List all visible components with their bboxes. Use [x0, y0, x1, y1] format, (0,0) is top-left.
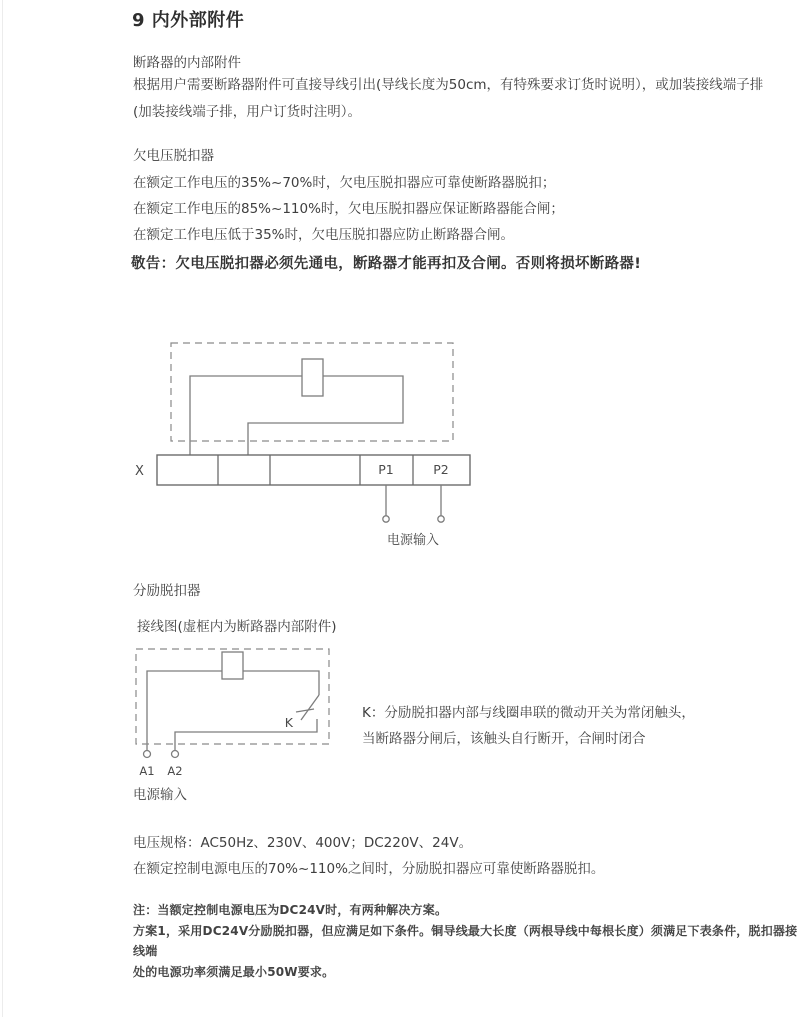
paragraph-line: (加装接线端子排，用户订货时注明）。	[133, 104, 362, 120]
condition-line: 在额定工作电压的35%~70%时，欠电压脱扣器应可靠使断路器脱扣；	[133, 175, 556, 191]
wiring-diagram-caption: 接线图(虚框内为断路器内部附件)	[137, 619, 337, 635]
wire	[190, 376, 403, 455]
wire	[175, 719, 317, 750]
shunt-release-heading: 分励脱扣器	[133, 583, 201, 599]
terminal-a2-label: A2	[167, 764, 183, 778]
shunt-wiring-diagram	[130, 640, 360, 785]
voltage-spec: 电压规格：AC50Hz、230V、400V；DC220V、24V。	[133, 835, 473, 851]
switch-contact-tick	[296, 709, 314, 712]
switch-blade	[301, 695, 319, 720]
k-note-line: K：分励脱扣器内部与线圈串联的微动开关为常闭触头，	[362, 705, 695, 721]
power-terminal	[144, 751, 151, 758]
undervoltage-conditions	[133, 170, 800, 248]
k-note-line: 当断路器分闸后，该触头自行断开，合闸时闭合	[362, 731, 646, 747]
terminal-block-label: X	[135, 464, 144, 479]
shunt-power-input-label: 电源输入	[133, 787, 187, 803]
switch-k-label: K	[284, 715, 293, 730]
coil-symbol	[302, 359, 323, 396]
undervoltage-power-input-label: 电源输入	[387, 533, 440, 548]
page-title: 9 内外部附件	[132, 10, 245, 31]
footnotes	[133, 900, 798, 982]
undervoltage-wiring-diagram	[130, 340, 480, 530]
undervoltage-release-heading: 欠电压脱扣器	[133, 148, 214, 164]
power-terminal	[438, 516, 444, 522]
power-terminal	[383, 516, 389, 522]
undervoltage-warning: 敬告：欠电压脱扣器必须先通电，断路器才能再扣及合闸。否则将损坏断路器!	[131, 256, 642, 272]
condition-line: 在额定工作电压低于35%时，欠电压脱扣器应防止断路器合闸。	[133, 227, 515, 243]
footnote-line: 处的电源功率须满足最小50W要求。	[133, 964, 335, 979]
switch-k-note	[362, 700, 782, 752]
operating-range: 在额定控制电源电压的70%~110%之间时，分励脱扣器应可靠使断路器脱扣。	[133, 861, 605, 877]
wire	[147, 671, 319, 750]
terminal-p2-label: P2	[433, 462, 449, 477]
internal-accessories-heading: 断路器的内部附件	[133, 55, 241, 71]
coil-symbol	[222, 652, 243, 679]
footnote-line: 注：当额定控制电源电压为DC24V时，有两种解决方案。	[133, 903, 448, 917]
internal-accessories-paragraph	[133, 72, 800, 126]
page-edge-line	[2, 0, 3, 1017]
terminal-a1-label: A1	[139, 764, 155, 778]
terminal-p1-label: P1	[378, 462, 394, 477]
power-terminal	[172, 751, 179, 758]
paragraph-line: 根据用户需要断路器附件可直接导线引出(导线长度为50cm，有特殊要求订货时说明），或加装接线端子排	[133, 77, 764, 93]
footnote-line: 方案1，采用DC24V分励脱扣器，但应满足如下条件。铜导线最大长度（两根导线中每根长度）须满足下表条件，脱扣器接线端	[133, 923, 798, 958]
terminal-block	[157, 455, 470, 485]
condition-line: 在额定工作电压的85%~110%时，欠电压脱扣器应保证断路器能合闸；	[133, 201, 564, 217]
